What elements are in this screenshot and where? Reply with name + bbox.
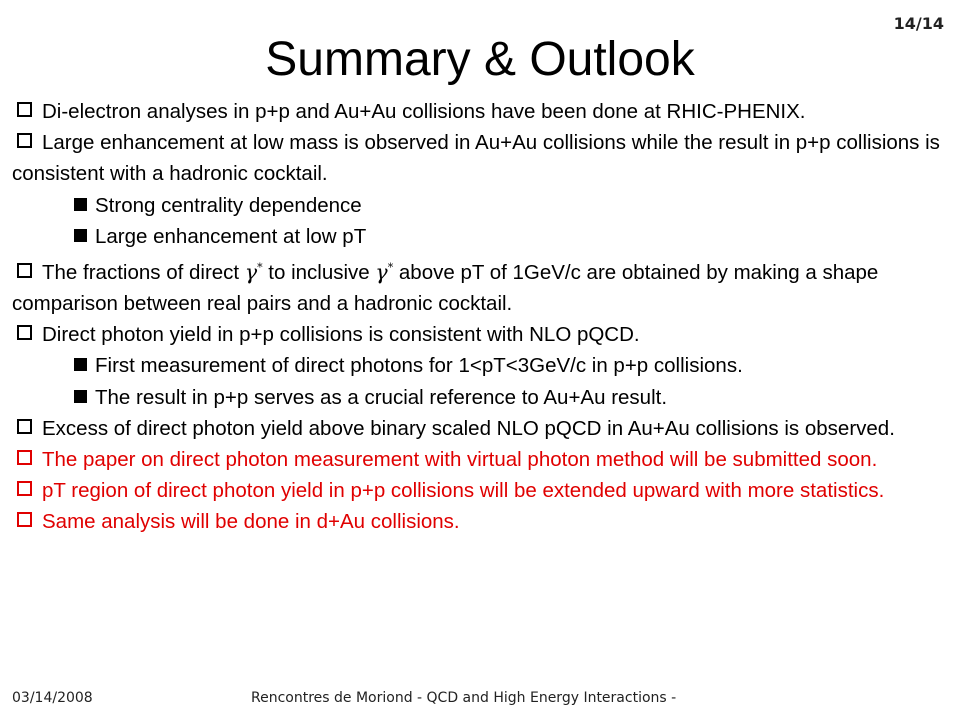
filled-square-icon — [74, 358, 87, 371]
sub-bullet-text: Strong centrality dependence — [95, 193, 362, 217]
filled-square-icon — [74, 198, 87, 211]
footer-conference: Rencontres de Moriond - QCD and High Energy Interactions - — [251, 690, 677, 706]
bullet-text: Di-electron analyses in p+p and Au+Au collisions have been done at RHIC-PHENIX. — [42, 100, 806, 123]
bullet-text: The fractions of direct — [42, 260, 240, 284]
hollow-square-icon — [17, 450, 32, 465]
hollow-square-icon — [17, 481, 32, 496]
page-number: 14/14 — [893, 14, 944, 33]
footer-date: 03/14/2008 — [12, 690, 93, 706]
bullet-item — [12, 96, 948, 127]
bullet-text: Large enhancement at low mass is observed in Au+Au collisions while the result in p+p collisions is consistent with a hadronic cocktail. — [12, 131, 940, 186]
sub-bullet-item — [12, 221, 948, 252]
bullet-item — [12, 127, 948, 189]
hollow-square-icon — [17, 263, 32, 278]
gamma-star-symbol: γ* — [244, 259, 263, 284]
bullet-text: The paper on direct photon measurement with virtual photon method will be submitted soon. — [42, 448, 878, 472]
sub-bullet-item — [12, 190, 948, 221]
hollow-square-icon — [17, 102, 32, 117]
bullet-item-highlight — [12, 475, 948, 506]
bullet-text: Direct photon yield in p+p collisions is consistent with NLO pQCD. — [42, 323, 640, 347]
bullet-text: Same analysis will be done in d+Au collisions. — [42, 510, 460, 534]
sub-bullet-item — [12, 350, 948, 381]
bullet-item — [12, 319, 948, 350]
bullet-text: Excess of direct photon yield above binary scaled NLO pQCD in Au+Au collisions is observed. — [42, 416, 895, 440]
sub-bullet-item — [12, 382, 948, 413]
bullet-text: pT region of direct photon yield in p+p collisions will be extended upward with more statistics. — [42, 479, 885, 503]
filled-square-icon — [74, 390, 87, 403]
sub-bullet-text: Large enhancement at low pT — [95, 224, 367, 248]
sub-bullet-text: First measurement of direct photons for 1<pT<3GeV/c in p+p collisions. — [95, 354, 743, 378]
bullet-text: above pT of 1GeV/c are obtained by making a shape comparison between real pairs and a hadronic cocktail. — [12, 260, 879, 316]
hollow-square-icon — [17, 419, 32, 434]
footer — [0, 690, 960, 720]
bullet-item-highlight — [12, 506, 948, 537]
slide-title: Summary & Outlook — [265, 33, 695, 86]
filled-square-icon — [74, 229, 87, 242]
gamma-star-symbol: γ* — [375, 259, 394, 284]
bullet-text: to inclusive — [268, 260, 370, 284]
bullet-item-highlight — [12, 444, 948, 475]
hollow-square-icon — [17, 512, 32, 527]
bullet-item — [12, 413, 948, 444]
bullet-list — [12, 96, 948, 538]
hollow-square-icon — [17, 133, 32, 148]
sub-bullet-text: The result in p+p serves as a crucial reference to Au+Au result. — [95, 385, 668, 409]
bullet-item — [12, 252, 948, 319]
hollow-square-icon — [17, 325, 32, 340]
